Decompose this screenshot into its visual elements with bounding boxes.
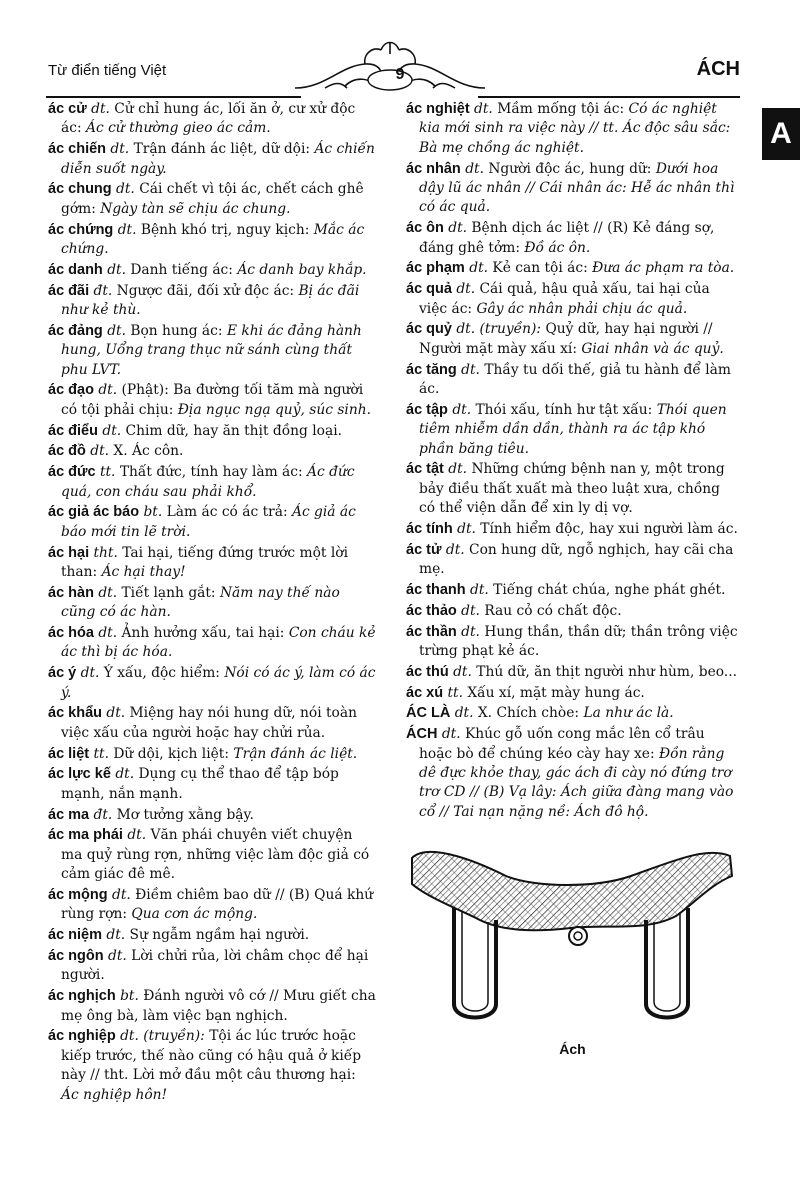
entry-example: Ác hại thay!	[101, 564, 186, 581]
dictionary-entry	[406, 460, 739, 518]
entry-example: Ác danh bay khắp.	[237, 261, 367, 278]
dictionary-entry	[48, 100, 376, 139]
entry-headword: ác điểu	[48, 422, 98, 439]
entry-definition: Ý xấu, độc hiểm:	[103, 665, 220, 682]
dictionary-entry	[48, 221, 376, 260]
dictionary-entry	[48, 544, 376, 583]
entry-headword: ác cử	[48, 101, 87, 117]
entry-definition: X. Chích chòe:	[477, 705, 580, 722]
entry-part-of-speech: dt.	[461, 623, 480, 640]
entry-headword: ác mộng	[48, 887, 108, 904]
entry-part-of-speech: dt.	[470, 582, 489, 599]
entry-example: Dưới hoa dậy lũ ác nhân // Cái nhân ác: Hễ ác nhân thì có ác quả.	[419, 160, 735, 216]
entry-part-of-speech: dt.	[106, 705, 126, 722]
entry-headword: ác thanh	[406, 582, 466, 599]
dictionary-entry	[48, 664, 376, 703]
entry-headword: ác tập	[406, 401, 448, 418]
entry-part-of-speech: dt.	[102, 422, 122, 439]
entry-definition: Ngược đãi, đối xử độc ác:	[116, 282, 295, 299]
entry-headword: ác tật	[406, 461, 444, 478]
entry-part-of-speech: dt.	[90, 443, 110, 460]
entry-example: Ác cử thường gieo ác cảm.	[86, 120, 271, 137]
entry-definition: Miệng hay nói hung dữ, nói toàn việc xấu của người hoặc hay chửi rủa.	[61, 705, 357, 741]
entry-example: Con cháu kẻ ác thì bị ác hóa.	[61, 625, 376, 661]
entry-example: Có ác nghiệt kia mới sinh ra việc này // tt. Ác độc sâu sắc: Bà mẹ chồng ác nghiệt.	[419, 101, 731, 156]
entry-definition: Hung thần, thần dữ; thần trông việc trừng phạt kẻ ác.	[419, 623, 738, 660]
entry-part-of-speech: dt.	[465, 160, 484, 177]
entry-example: Ác chiến diễn suốt ngày.	[61, 141, 375, 177]
entry-example: Trận đánh ác liệt.	[233, 745, 358, 762]
right-column	[406, 100, 739, 1066]
entry-definition: Quỷ dữ, hay hại người // Người mặt mày xấu xí:	[419, 321, 713, 357]
left-column	[48, 100, 376, 1106]
entry-example: Ác nghiệp hôn!	[61, 1086, 168, 1103]
entry-headword: ác thảo	[406, 602, 457, 619]
entry-headword: ác nhân	[406, 160, 461, 177]
entry-definition: Tai hại, tiếng đứng trước một lời than:	[61, 544, 348, 581]
entry-headword: ác chung	[48, 181, 112, 198]
entry-example: Năm nay thế nào cũng có ác hàn.	[61, 584, 340, 621]
entry-part-of-speech: dt.	[445, 541, 465, 558]
entry-headword: ác khẩu	[48, 705, 102, 722]
dictionary-entry	[48, 282, 376, 321]
header-rule-right	[478, 96, 740, 98]
dictionary-entry	[406, 541, 739, 580]
dictionary-entry	[48, 422, 376, 441]
dictionary-entry	[48, 584, 376, 623]
entry-definition: Thầy tu dối thế, giả tu hành để làm ác.	[419, 361, 731, 398]
entry-definition: Cái quả, hậu quả xấu, tai hại của việc ác:	[419, 281, 710, 317]
entry-part-of-speech: dt.	[107, 948, 127, 965]
dictionary-entry	[48, 926, 376, 945]
entry-example: Ác giả ác báo mới tin lẽ trời.	[61, 504, 356, 540]
entry-part-of-speech: dt.	[116, 181, 135, 198]
running-head-word: ÁCH	[696, 58, 740, 80]
entry-definition: Mơ tưởng xằng bậy.	[116, 806, 254, 823]
entry-definition: Làm ác có ác trả:	[166, 504, 288, 521]
entry-part-of-speech: dt.	[448, 461, 468, 478]
dictionary-entry	[406, 401, 739, 459]
entry-definition: Mầm mống tội ác:	[497, 101, 625, 117]
dictionary-entry	[48, 947, 376, 986]
entry-definition: Thói xấu, tính hư tật xấu:	[475, 401, 653, 418]
entry-headword: ác tính	[406, 521, 453, 538]
dictionary-entry	[48, 624, 376, 663]
entry-definition: Sự ngẫm ngầm hại người.	[129, 927, 310, 944]
entry-headword: ác ma	[48, 806, 90, 823]
entry-part-of-speech: dt.	[469, 260, 488, 277]
entry-part-of-speech: đt.	[93, 806, 113, 823]
entry-headword: ác đảng	[48, 322, 103, 339]
entry-headword: ác xú	[406, 684, 444, 701]
entry-headword: ác đồ	[48, 443, 86, 460]
entry-headword: ác hại	[48, 544, 90, 561]
entry-part-of-speech: dt.	[441, 726, 461, 743]
entry-part-of-speech: dt.	[474, 101, 493, 117]
dictionary-entry	[48, 180, 376, 219]
entry-part-of-speech: dt. (truyền):	[120, 1028, 205, 1045]
dictionary-entry	[48, 826, 376, 884]
entry-part-of-speech: dt.	[457, 521, 476, 538]
dictionary-entry	[48, 987, 376, 1026]
dictionary-entry	[48, 463, 376, 502]
entry-part-of-speech: dt.	[461, 602, 480, 619]
entry-part-of-speech: dt.	[91, 101, 110, 117]
entry-part-of-speech: dt.	[98, 382, 118, 399]
entry-part-of-speech: dt.	[461, 361, 480, 378]
entry-example: Ngày tàn sẽ chịu ác chung.	[100, 200, 291, 217]
entry-part-of-speech: bt.	[143, 504, 163, 521]
entry-headword: ác thần	[406, 623, 457, 640]
entry-part-of-speech: dt.	[448, 220, 468, 237]
yoke-figure	[406, 836, 739, 1066]
entry-part-of-speech: dt.	[110, 141, 130, 158]
entry-example: E khi ác đảng hành hung, Uổng trang thục nữ sánh cùng thất phu LVT.	[61, 322, 362, 378]
entry-headword: ác liệt	[48, 745, 90, 762]
entry-part-of-speech: dt.	[112, 887, 131, 904]
entry-headword: ác giả ác báo	[48, 504, 140, 521]
entry-definition: Kẻ can tội ác:	[492, 260, 588, 277]
dictionary-entry	[48, 886, 376, 925]
entry-example: Địa ngục ngạ quỷ, súc sinh.	[177, 401, 371, 418]
dictionary-entry	[48, 704, 376, 743]
entry-example: Mắc ác chứng.	[61, 221, 365, 258]
entry-part-of-speech: bt.	[120, 988, 139, 1005]
entry-part-of-speech: tht.	[93, 544, 118, 561]
dictionary-entry	[406, 520, 739, 539]
dictionary-entry	[406, 704, 739, 723]
entry-definition: Chim dữ, hay ăn thịt đồng loại.	[125, 422, 343, 439]
entry-example: La như ác là.	[583, 705, 674, 722]
dictionary-entry	[48, 745, 376, 764]
entry-part-of-speech: dt.	[98, 625, 118, 642]
dictionary-entry	[406, 219, 739, 258]
dictionary-entry	[406, 684, 739, 703]
entry-example: Bị ác đãi như kẻ thù.	[61, 282, 360, 319]
entry-part-of-speech: dt.	[117, 221, 137, 238]
header-rule-left	[46, 96, 301, 98]
page-number: 9	[395, 66, 405, 83]
entry-definition: Văn phái chuyên viết chuyện ma quỷ rùng rợn, những việc làm độc giả có cảm giác đê mê.	[61, 827, 370, 883]
entry-definition: Cái chết vì tội ác, chết cách ghê gớm:	[61, 181, 364, 217]
book-title: Từ điển tiếng Việt	[48, 62, 167, 79]
dictionary-entry	[406, 725, 739, 822]
entry-definition: Những chứng bệnh nan y, một trong bảy điều thất xuất mà theo luật xưa, chồng có thể viện dẫn để xin ly dị vợ.	[419, 461, 725, 517]
entry-definition: Bọn hung ác:	[130, 322, 223, 339]
entry-part-of-speech: dt.	[127, 827, 147, 844]
figure-caption: Ách	[559, 1041, 586, 1058]
entry-headword: ác đạo	[48, 382, 94, 399]
entry-part-of-speech: dt.	[453, 663, 472, 680]
dictionary-entry	[48, 322, 376, 380]
entry-definition: Danh tiếng ác:	[130, 261, 233, 278]
entry-headword: ÁC LÀ	[406, 705, 451, 722]
entry-definition: Khúc gỗ uốn cong mắc lên cổ trâu hoặc bò để chúng kéo cày hay xe:	[419, 726, 705, 762]
dictionary-entry	[406, 259, 739, 278]
entry-definition: Dụng cụ thể thao để tập bóp mạnh, nắn mạnh.	[61, 766, 339, 802]
entry-headword: ác nghiệp	[48, 1028, 116, 1045]
entry-definition: Thú dữ, ăn thịt người như hùm, beo...	[476, 663, 737, 680]
dictionary-entry	[406, 602, 739, 621]
entry-headword: ác lực kế	[48, 766, 111, 783]
dictionary-entry	[406, 581, 739, 600]
entry-headword: ác đãi	[48, 282, 90, 299]
entry-headword: ác phạm	[406, 260, 465, 277]
entry-headword: ác hàn	[48, 584, 94, 601]
entry-definition: Điềm chiêm bao dữ // (B) Quá khứ rùng rợn:	[61, 887, 374, 923]
entry-definition: Tội ác lúc trước hoặc kiếp trước, thế nào cũng có hậu quả ở kiếp này // tht. Lời mở đầu một câu thương hại:	[61, 1028, 362, 1084]
entry-part-of-speech: dt.	[106, 927, 126, 944]
dictionary-entry	[406, 160, 739, 218]
entry-headword: ác danh	[48, 261, 103, 278]
entry-headword: ác chứng	[48, 221, 114, 238]
entry-definition: Trận đánh ác liệt, dữ dội:	[133, 141, 311, 158]
entry-part-of-speech: dt.	[107, 261, 126, 278]
entry-example: Đồ ác ôn.	[524, 239, 591, 256]
entry-headword: ác quỷ	[406, 321, 452, 338]
entry-part-of-speech: dt.	[107, 322, 126, 339]
entry-headword: ác ý	[48, 665, 77, 682]
entry-part-of-speech: đt.	[93, 282, 113, 299]
entry-headword: ác quả	[406, 281, 452, 298]
entry-headword: ác nghịch	[48, 988, 116, 1005]
dictionary-entry	[406, 320, 739, 359]
entry-definition: Tính hiểm độc, hay xui người làm ác.	[480, 521, 738, 538]
entry-definition: Rau cỏ có chất độc.	[484, 602, 622, 619]
entry-headword: ác nghiệt	[406, 101, 470, 117]
entry-definition: Con hung dữ, ngỗ nghịch, hay cãi cha mẹ.	[419, 541, 734, 578]
entry-part-of-speech: dt.	[454, 705, 474, 722]
entry-part-of-speech: dt.	[456, 281, 476, 298]
entry-headword: ác thú	[406, 663, 449, 680]
dictionary-entry	[48, 261, 376, 280]
entry-part-of-speech: tt.	[99, 464, 116, 481]
dictionary-entry	[48, 806, 376, 825]
entry-headword: ác ma phái	[48, 827, 123, 844]
entry-part-of-speech: tt.	[447, 684, 463, 701]
entry-headword: ác tăng	[406, 361, 457, 378]
dictionary-entry	[406, 623, 739, 662]
entry-part-of-speech: dt.	[80, 665, 100, 682]
entry-headword: ác đức	[48, 464, 96, 481]
dictionary-entry	[48, 381, 376, 420]
dictionary-entry	[48, 1027, 376, 1105]
dictionary-entry	[48, 442, 376, 461]
dictionary-entry	[48, 765, 376, 804]
entry-example: Đồn rằng dê đực khỏe thay, gác ách đi cày nó đứng trơ trơ CD // (B) Vạ lây: Ách giữa đàng mang vào cổ // Tai nạn nặng nề: Ách đô hộ.	[419, 745, 734, 820]
entry-definition: Xấu xí, mặt mày hung ác.	[467, 684, 645, 701]
entry-part-of-speech: dt.	[98, 584, 118, 601]
page-header	[0, 0, 800, 100]
yoke-illustration-icon	[406, 836, 739, 1036]
entry-headword: ác niệm	[48, 927, 102, 944]
entry-definition: Người độc ác, hung dữ:	[488, 160, 652, 177]
entry-definition: Bệnh khó trị, nguy kịch:	[140, 221, 310, 238]
entry-definition: (Phật): Ba đường tối tăm mà người có tội phải chịu:	[61, 382, 364, 418]
dictionary-entry	[48, 503, 376, 542]
entry-headword: ác tử	[406, 541, 442, 558]
entry-definition: Cử chỉ hung ác, lối ăn ở, cư xử độc ác:	[61, 101, 356, 137]
entry-definition: Dữ dội, kịch liệt:	[113, 745, 229, 762]
entry-example: Thói quen tiêm nhiễm dần dần, thành ra ác tập khó phần băng tiêu.	[419, 401, 727, 457]
entry-definition: Ảnh hưởng xấu, tai hại:	[121, 625, 285, 642]
entry-definition: X. Ác côn.	[113, 443, 184, 460]
entry-definition: Tiết lạnh gắt:	[121, 584, 216, 601]
dictionary-entry	[48, 140, 376, 179]
dictionary-entry	[406, 361, 739, 400]
dictionary-entry	[406, 280, 739, 319]
dictionary-entry	[406, 100, 739, 158]
right-entries	[406, 100, 739, 822]
entry-headword: ác hóa	[48, 625, 94, 642]
letter-thumb-tab: A	[762, 108, 800, 160]
dictionary-entry	[406, 663, 739, 682]
entry-example: Đưa ác phạm ra tòa.	[592, 260, 735, 277]
entry-definition: Tiếng chát chúa, nghe phát ghét.	[493, 582, 726, 599]
entry-example: Qua cơn ác mộng.	[131, 906, 258, 923]
entry-example: Ác đức quá, con cháu sau phải khổ.	[61, 464, 355, 500]
entry-headword: ÁCH	[406, 726, 438, 743]
entry-part-of-speech: dt. (truyền):	[456, 321, 542, 338]
entry-headword: ác ôn	[406, 220, 444, 237]
entry-example: Nói có ác ý, làm có ác ý.	[61, 665, 376, 701]
entry-part-of-speech: dt.	[115, 766, 135, 783]
entry-example: Giai nhân và ác quỷ.	[581, 340, 724, 357]
entry-example: Gây ác nhân phải chịu ác quả.	[476, 300, 688, 317]
entry-headword: ác chiến	[48, 141, 107, 158]
entry-headword: ác ngôn	[48, 948, 104, 965]
entry-part-of-speech: dt.	[452, 401, 472, 418]
entry-definition: Thất đức, tính hay làm ác:	[119, 464, 303, 481]
entry-definition: Đánh người vô cớ // Mưu giết cha mẹ ông bà, làm việc bạn nghịch.	[61, 988, 376, 1024]
entry-part-of-speech: tt.	[93, 745, 109, 762]
entry-definition: Lời chửi rủa, lời châm chọc để hại người.	[61, 948, 369, 984]
entry-definition: Bệnh dịch ác liệt // (R) Kẻ đáng sợ, đáng ghê tởm:	[419, 220, 715, 256]
